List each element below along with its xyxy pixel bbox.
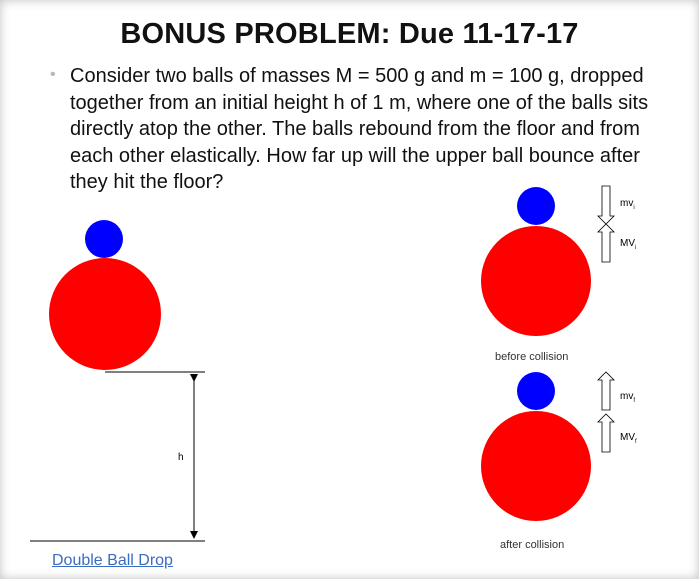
before-upper-label: $mv_i$ [620,198,635,211]
left-large-ball [49,258,161,370]
after-upper-arrow-icon [598,372,614,410]
before-upper-arrow-icon [598,186,614,224]
before-lower-label: $MV_i$ [620,238,637,251]
slide-title: BONUS PROBLEM: Due 11-17-17 [120,18,579,50]
after-small-ball [517,372,555,410]
double-ball-drop-link[interactable]: Double Ball Drop [52,552,173,569]
height-label: h [178,452,184,463]
before-small-ball [517,187,555,225]
after-caption: after collision [500,539,565,551]
before-large-ball [481,226,591,336]
before-caption: before collision [495,351,569,363]
before-lower-arrow-icon [598,224,614,262]
after-upper-label: $mv_f$ [620,391,636,404]
bullet-icon: • [50,66,56,83]
problem-text: Consider two balls of masses M = 500 g and m = 100 g, dropped together from an initial height h of 1 m, where one of the balls sits directly atop the other. The balls rebound from the floor and from each other elastically. How far up will the upper ball bounce after they hit the floor? [70,65,649,193]
after-lower-arrow-icon [598,414,614,452]
after-large-ball [481,411,591,521]
after-lower-label: $MV_f$ [620,432,637,445]
left-small-ball [85,220,123,258]
